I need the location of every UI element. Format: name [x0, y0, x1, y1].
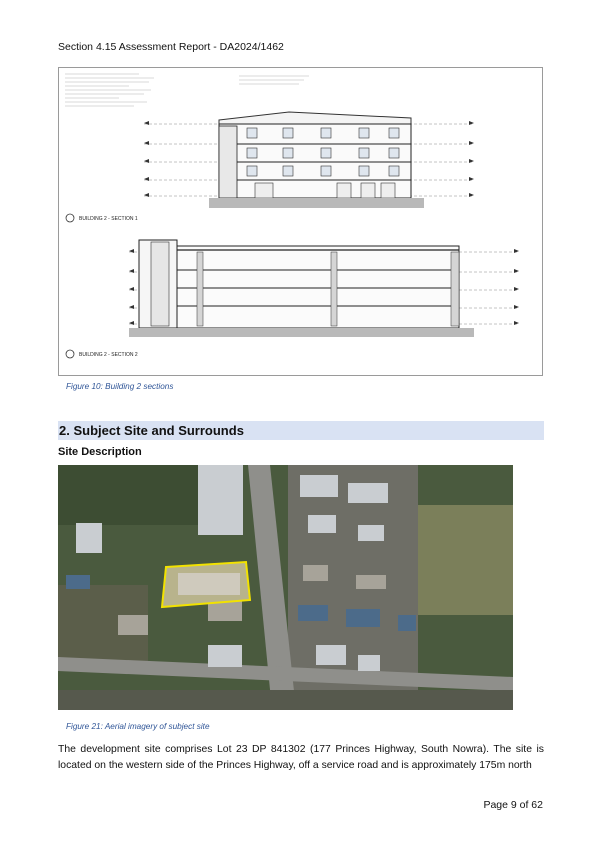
aerial-image [58, 465, 513, 710]
site-description-paragraph: The development site comprises Lot 23 DP 841302 (177 Princes Highway, South Nowra). The site is located on the western side of the Princes Highway, off a service road and is approximately 175m north [58, 744, 544, 771]
section-2-title: BUILDING 2 - SECTION 2 [79, 352, 138, 358]
sections-svg [59, 68, 542, 375]
section-1-drawing [66, 112, 474, 222]
section-1-title: BUILDING 2 - SECTION 1 [79, 216, 138, 222]
site-description-heading: Site Description [58, 446, 142, 458]
page-header: Section 4.15 Assessment Report - DA2024/1462 [58, 41, 284, 53]
page-number: Page 9 of 62 [483, 799, 543, 811]
section-2-drawing [66, 240, 519, 358]
building-sections-drawing [58, 67, 543, 376]
section-heading: 2. Subject Site and Surrounds [58, 421, 544, 440]
figure-21-caption: Figure 21: Aerial imagery of subject site [66, 722, 210, 731]
aerial-svg [58, 465, 513, 710]
figure-10-caption: Figure 10: Building 2 sections [66, 382, 174, 391]
